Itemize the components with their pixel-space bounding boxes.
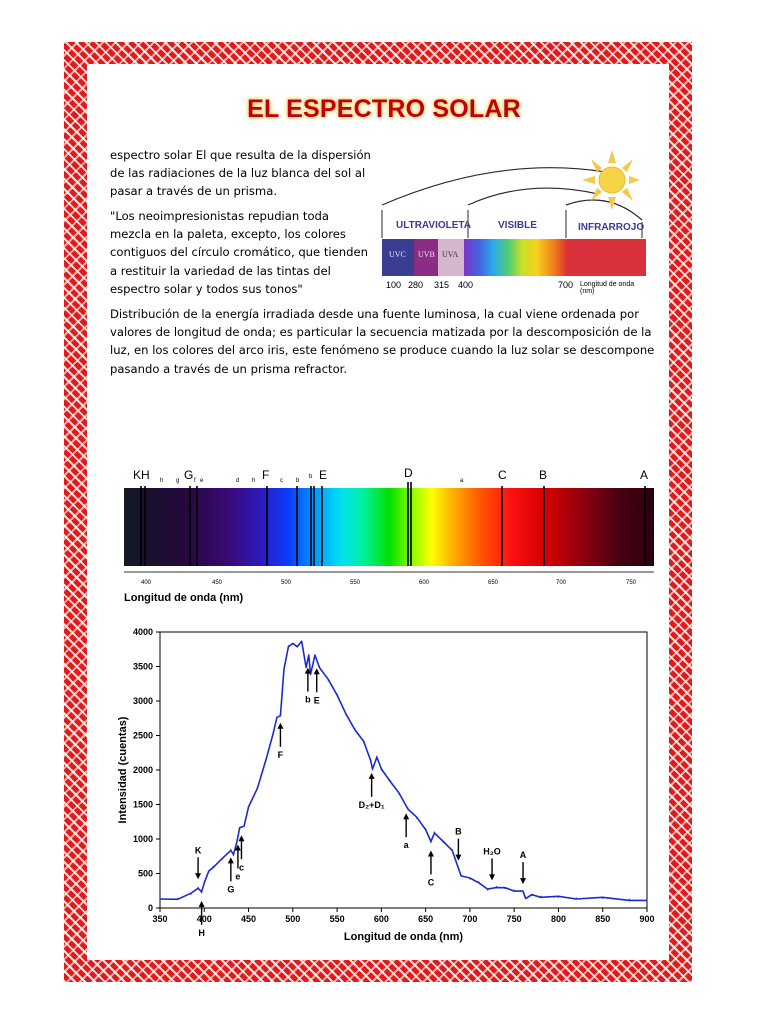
band-label-uvc: UVC xyxy=(389,250,406,259)
line-label-g: G xyxy=(184,468,194,482)
data-point xyxy=(525,897,526,898)
data-point xyxy=(496,886,497,887)
annotation-arrowhead xyxy=(369,773,375,779)
data-point xyxy=(434,832,435,833)
data-point xyxy=(443,842,444,843)
annotation-label: b xyxy=(305,694,311,705)
annotation-label: C xyxy=(427,877,435,888)
paragraph-definition: espectro solar El que resulta de la dispersión de las radiaciones de la luz blanca del sol al pasar a través de un prisma. xyxy=(110,148,371,199)
data-point xyxy=(558,897,559,898)
line-label-b: B xyxy=(539,468,548,482)
x-tick-label: 750 xyxy=(506,914,522,924)
line-label-kh: KH xyxy=(133,468,150,482)
y-tick-label: 1500 xyxy=(132,799,153,810)
data-point xyxy=(257,787,258,788)
y-tick-label: 3000 xyxy=(132,696,153,706)
annotation-label: H₂O xyxy=(483,846,501,857)
y-tick-label: 4000 xyxy=(132,627,153,637)
data-point xyxy=(177,898,178,899)
data-point xyxy=(190,894,191,895)
annotation-arrowhead xyxy=(314,668,320,674)
annotation-label: F xyxy=(277,749,284,760)
spectrum-axis-label: Longitud de onda (nm) xyxy=(580,281,635,295)
data-point xyxy=(319,666,320,667)
data-point xyxy=(514,889,515,890)
x-tick-label: 450 xyxy=(241,914,257,924)
data-point xyxy=(390,780,391,781)
line-label-f: F xyxy=(262,468,270,482)
band-label-uvb: UVB xyxy=(418,250,435,259)
small-label: f xyxy=(194,478,196,484)
data-point xyxy=(540,896,541,897)
data-point xyxy=(531,895,532,896)
data-point xyxy=(576,897,577,898)
data-point xyxy=(236,840,237,841)
data-point xyxy=(266,759,267,760)
data-point xyxy=(308,656,309,657)
line-label-d: D xyxy=(404,466,413,480)
y-tick-label: 3500 xyxy=(132,661,153,672)
data-point xyxy=(381,769,382,770)
x-axis-label: Longitud de onda (nm) xyxy=(343,931,464,943)
fh-tick-600: 600 xyxy=(419,580,430,586)
annotation-label: D₂+D₁ xyxy=(358,799,385,810)
data-point xyxy=(288,645,289,646)
data-point xyxy=(522,892,523,893)
small-label: d xyxy=(236,478,240,484)
y-tick-label: 500 xyxy=(137,868,153,879)
data-point xyxy=(505,888,506,889)
page-title: EL ESPECTRO SOLAR xyxy=(247,95,521,123)
data-point xyxy=(233,855,234,856)
data-point xyxy=(460,874,461,875)
annotation-arrowhead xyxy=(489,874,495,880)
data-point xyxy=(244,825,245,826)
data-point xyxy=(345,714,346,715)
annotation-label: c xyxy=(238,862,244,873)
data-point xyxy=(230,849,231,850)
data-point xyxy=(372,769,373,770)
annotation-label: B xyxy=(455,826,462,837)
x-tick-label: 650 xyxy=(418,914,434,924)
data-point xyxy=(292,644,293,645)
fh-tick-450: 450 xyxy=(212,580,223,586)
annotation-arrowhead xyxy=(403,813,409,819)
tick-100: 100 xyxy=(386,280,402,290)
data-point xyxy=(204,881,205,882)
x-tick-label: 700 xyxy=(462,914,478,924)
data-point xyxy=(370,759,371,760)
small-label: a xyxy=(460,478,464,484)
plot-frame xyxy=(160,632,647,908)
annotation-arrowhead xyxy=(238,835,244,841)
small-label: b xyxy=(296,478,300,484)
annotation-label: E xyxy=(313,695,320,706)
band-label-uva: UVA xyxy=(442,250,459,259)
annotation-arrowhead xyxy=(520,878,526,884)
data-point xyxy=(646,900,647,901)
data-point xyxy=(221,859,222,860)
fh-tick-700: 700 xyxy=(556,580,567,586)
data-point xyxy=(425,828,426,829)
data-point xyxy=(314,656,315,657)
annotation-arrowhead xyxy=(277,723,283,729)
data-point xyxy=(487,889,488,890)
x-tick-label: 400 xyxy=(196,914,212,924)
data-point xyxy=(457,866,458,867)
data-point xyxy=(407,807,408,808)
data-point xyxy=(398,794,399,795)
data-point xyxy=(469,878,470,879)
annotation-arrowhead xyxy=(228,857,234,863)
data-point xyxy=(301,642,302,643)
data-point xyxy=(248,807,249,808)
fh-tick-750: 750 xyxy=(626,580,637,586)
fh-tick-550: 550 xyxy=(350,580,361,586)
data-point xyxy=(197,887,198,888)
annotation-label: A xyxy=(519,850,527,861)
data-point xyxy=(416,818,417,819)
small-label: h xyxy=(252,478,256,484)
small-label: g xyxy=(176,478,180,484)
x-tick-label: 500 xyxy=(285,914,301,924)
data-point xyxy=(328,680,329,681)
data-point xyxy=(376,756,377,757)
region-label-infrared: INFRARROJO xyxy=(578,222,645,233)
paragraph-distribution: Distribución de la energía irradiada desde una fuente luminosa, la cual viene ordenada por valores de longitud de onda; es particular la secuencia matizada por la descomposición de la luz, en los colores del arco iris, este fenómeno se produce cuando la luz solar se descompone pasando a través de un prisma refractor. xyxy=(110,307,655,376)
annotation-label: G xyxy=(227,884,235,895)
data-point xyxy=(363,742,364,743)
y-tick-label: 2500 xyxy=(132,730,153,741)
fh-axis-label: Longitud de onda (nm) xyxy=(124,592,244,604)
x-tick-label: 800 xyxy=(550,914,566,924)
data-point xyxy=(336,694,337,695)
data-point xyxy=(239,828,240,829)
data-point xyxy=(276,718,277,719)
tick-315: 315 xyxy=(434,280,450,290)
y-tick-label: 2000 xyxy=(132,765,153,775)
x-tick-label: 850 xyxy=(595,914,611,924)
data-point xyxy=(201,892,202,893)
annotation-label: e xyxy=(235,871,241,882)
annotation-label: a xyxy=(403,840,409,851)
data-point xyxy=(478,881,479,882)
annotation-label: K xyxy=(194,845,202,856)
data-point xyxy=(213,866,214,867)
x-tick-label: 600 xyxy=(373,914,389,924)
data-point xyxy=(306,666,307,667)
data-point xyxy=(273,731,274,732)
data-point xyxy=(354,728,355,729)
x-tick-label: 900 xyxy=(639,914,655,924)
small-label: h xyxy=(160,478,164,484)
data-point xyxy=(280,714,281,715)
data-point xyxy=(208,872,209,873)
data-point xyxy=(629,899,630,900)
y-tick-label: 1000 xyxy=(132,834,153,844)
data-point xyxy=(430,842,431,843)
annotation-label: H xyxy=(198,927,205,938)
annotation-arrowhead xyxy=(195,873,201,879)
data-point xyxy=(602,898,603,899)
tick-400: 400 xyxy=(458,280,474,290)
y-axis-label: Intensidad (cuentas) xyxy=(117,716,129,824)
fh-tick-650: 650 xyxy=(488,580,499,586)
region-label-ultraviolet: ULTRAVIOLETA xyxy=(396,220,471,231)
small-label: e xyxy=(200,478,204,484)
data-point xyxy=(283,669,284,670)
tick-280: 280 xyxy=(408,280,424,290)
line-label-a: A xyxy=(640,468,649,482)
region-label-visible: VISIBLE xyxy=(498,220,537,231)
annotation-arrowhead xyxy=(199,901,205,907)
data-point xyxy=(452,849,453,850)
x-tick-label: 350 xyxy=(152,914,168,924)
x-tick-label: 550 xyxy=(329,914,345,924)
fh-tick-400: 400 xyxy=(141,580,152,586)
small-label: b xyxy=(309,474,313,480)
y-tick-label: 0 xyxy=(147,903,153,913)
annotation-arrowhead xyxy=(428,850,434,856)
paragraph-quote: "Los neoimpresionistas repudian toda mezcla en la paleta, excepto, los colores contiguos del círculo cromático, que tienden a restituir la variedad de las tintas del espectro solar y todos sus tonos" xyxy=(110,209,368,296)
data-point xyxy=(297,645,298,646)
line-label-c: C xyxy=(498,468,507,482)
small-label: c xyxy=(280,478,283,484)
line-label-e: E xyxy=(319,468,328,482)
fh-tick-500: 500 xyxy=(281,580,292,586)
data-point xyxy=(159,898,160,899)
tick-700: 700 xyxy=(558,280,574,290)
series-line xyxy=(160,641,647,900)
